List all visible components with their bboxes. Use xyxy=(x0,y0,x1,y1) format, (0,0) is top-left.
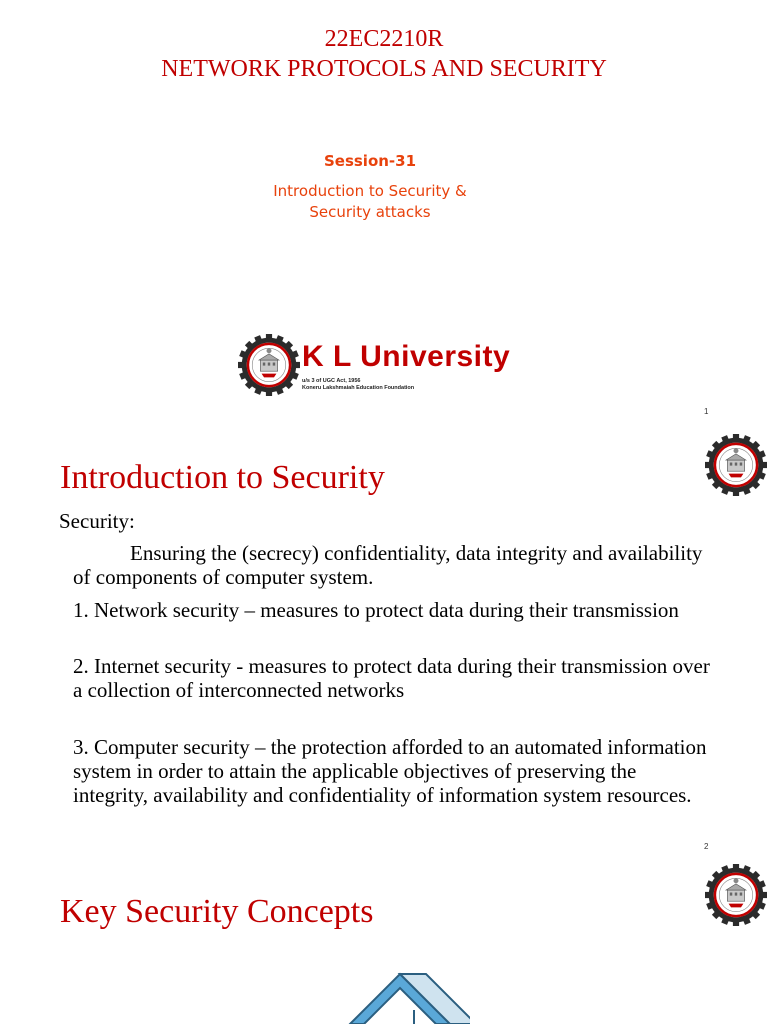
university-emblem-icon xyxy=(705,434,767,496)
subtitle-line-2: Security attacks xyxy=(309,203,431,221)
course-code: 22EC2210R xyxy=(324,26,444,52)
session-subtitle xyxy=(0,181,740,223)
page-number-2: 2 xyxy=(704,842,709,851)
security-triangle-diagram xyxy=(330,970,470,1024)
slide-heading-concepts: Key Security Concepts xyxy=(60,893,374,930)
university-emblem-icon xyxy=(238,334,300,396)
security-definition: Ensuring the (secrecy) confidentiality, data integrity and availability of components of computer system. xyxy=(73,541,703,589)
session-label: Session-31 xyxy=(323,152,417,170)
subtitle-line-1: Introduction to Security & xyxy=(273,182,467,200)
security-label: Security: xyxy=(59,509,135,533)
course-title: NETWORK PROTOCOLS AND SECURITY xyxy=(161,56,607,82)
slide-heading-intro: Introduction to Security xyxy=(60,459,385,496)
logo-subtitle-2: Koneru Lakshmaiah Education Foundation xyxy=(302,385,415,391)
page-number-1: 1 xyxy=(704,407,709,416)
university-logo xyxy=(238,334,538,396)
logo-subtitle-1: u/s 3 of UGC Act, 1956 xyxy=(302,378,361,384)
point-computer-security: 3. Computer security – the protection afforded to an automated information system in order to attain the applicable objectives of preserving the integrity, availability and confidentiality of information system resources. xyxy=(73,735,707,807)
university-emblem-icon xyxy=(705,864,767,926)
point-internet-security: 2. Internet security - measures to protect data during their transmission over a collection of interconnected networks xyxy=(73,654,710,702)
logo-title: K L University xyxy=(302,340,511,373)
point-network-security: 1. Network security – measures to protect data during their transmission xyxy=(73,598,679,622)
